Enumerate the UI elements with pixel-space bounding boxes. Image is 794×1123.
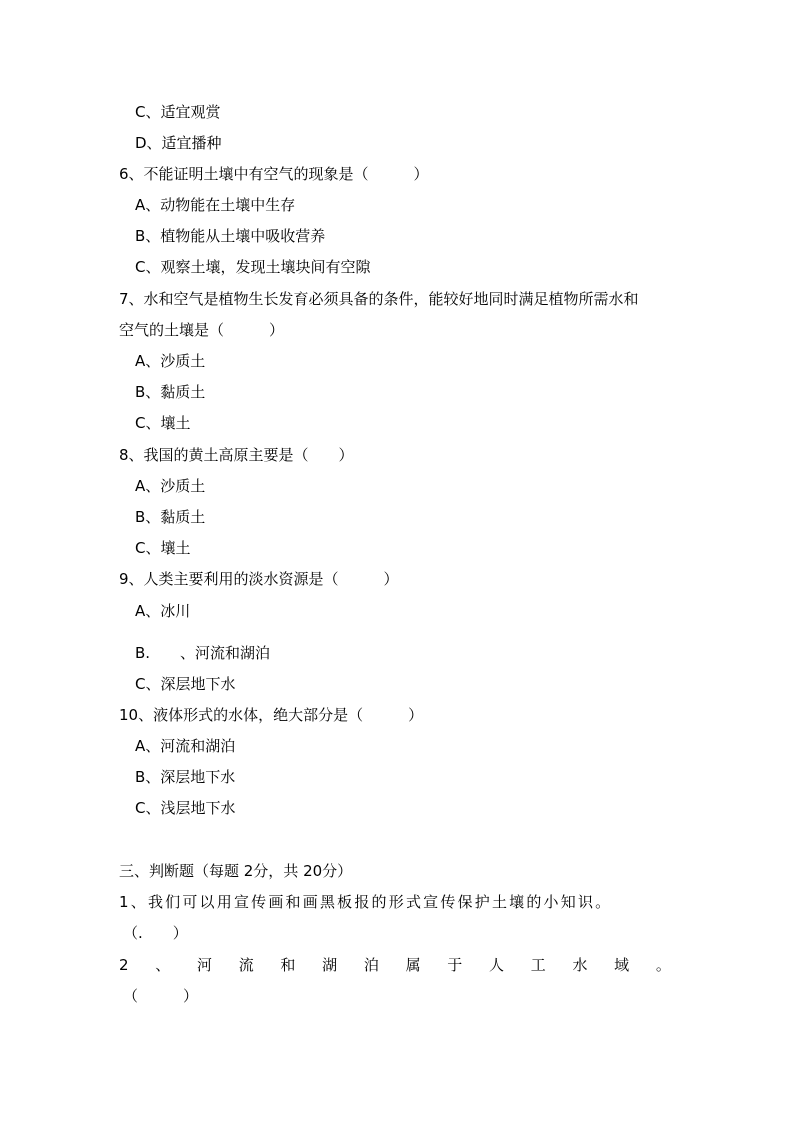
judgment-2-char: 和 [280,956,296,974]
q10-option-a: A、河流和湖泊 [135,737,236,755]
q9-option-c: C、深层地下水 [135,675,236,693]
q7-option-c: C、壤土 [135,414,191,432]
q6-option-c: C、观察土壤，发现土壤块间有空隙 [135,258,371,276]
section-three-title: 三、判断题（每题 2分，共 20分） [119,862,353,880]
judgment-2-char: 流 [238,956,254,974]
q10-option-b: B、深层地下水 [135,768,236,786]
judgment-2-char: 河 [196,956,212,974]
q8-option-a: A、沙质土 [135,477,206,495]
judgment-2-char: 2 [119,956,129,974]
judgment-2-char: 。 [655,956,671,974]
q5-option-d: D、适宜播种 [135,134,222,152]
q8-option-b: B、黏质土 [135,508,206,526]
judgment-2-char: 水 [572,956,588,974]
judgment-2-char: 人 [489,956,505,974]
q8-option-c: C、壤土 [135,539,191,557]
q7-option-a: A、沙质土 [135,352,206,370]
q10-stem: 10、液体形式的水体，绝大部分是（ ） [119,706,424,724]
judgment-2-char: 于 [447,956,463,974]
q7-stem-line1: 7、水和空气是植物生长发育必须具备的条件，能较好地同时满足植物所需水和 [119,290,639,308]
q7-option-b: B、黏质土 [135,383,206,401]
judgment-2-paren: （ ） [123,987,199,1005]
judgment-2-char: 属 [405,956,421,974]
q9-stem: 9、人类主要利用的淡水资源是（ ） [119,570,399,588]
q7-stem-line2: 空气的土壤是（ ） [119,321,285,339]
judgment-2-text [119,955,671,975]
q6-option-b: B、植物能从土壤中吸收营养 [135,227,326,245]
judgment-2-char: 泊 [363,956,379,974]
judgment-1-text: 1、我们可以用宣传画和画黑板报的形式宣传保护土壤的小知识。 [119,893,613,911]
judgment-2-char: 湖 [322,956,338,974]
q6-option-a: A、动物能在土壤中生存 [135,196,296,214]
q6-stem: 6、不能证明土壤中有空气的现象是（ ） [119,165,429,183]
judgment-1-paren: （. ） [123,924,188,942]
judgment-2-char: 域 [614,956,630,974]
judgment-2-char: 工 [530,956,546,974]
q5-option-c: C、适宜观赏 [135,103,221,121]
q10-option-c: C、浅层地下水 [135,799,236,817]
q9-option-b: B. 、河流和湖泊 [135,644,271,662]
judgment-2-char: 、 [155,956,171,974]
q8-stem: 8、我国的黄土高原主要是（ ） [119,446,354,464]
q9-option-a: A、冰川 [135,602,191,620]
